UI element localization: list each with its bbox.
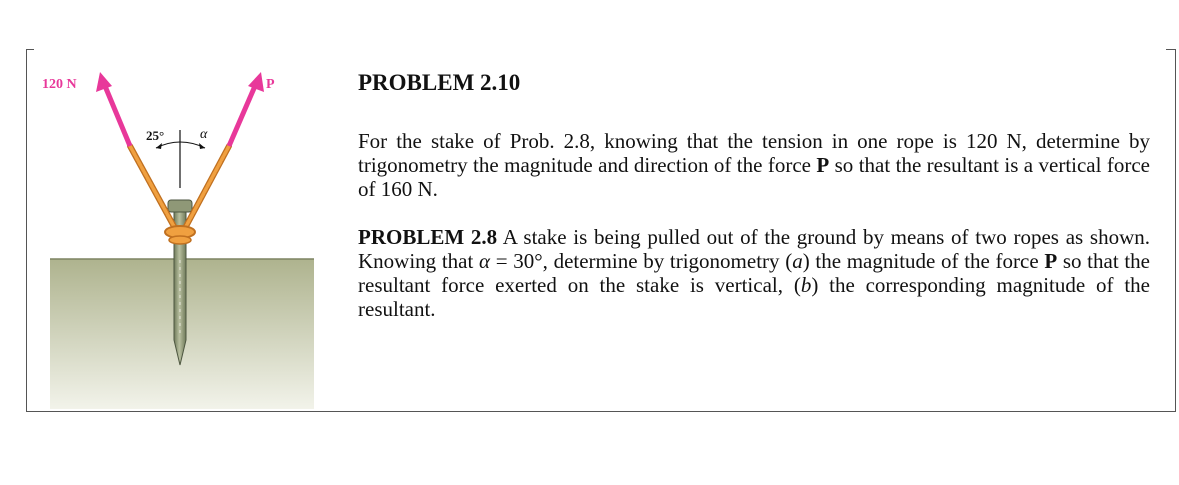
reference-problem-statement: PROBLEM 2.8 A stake is being pulled out of the ground by means of two ropes as shown. Knowing that α = 30°, determine by trigonometry (a) the magnitude of the force P so that the resultant force exerted on the stake is vertical, (b) the corresponding magnitude of the resultant.	[358, 225, 1151, 321]
rope-knot-lower	[169, 236, 191, 244]
stake-head	[168, 200, 192, 212]
left-force-arrow	[105, 86, 130, 146]
problem-title: PROBLEM 2.10	[358, 70, 521, 95]
left-rope-highlight	[130, 146, 177, 232]
right-rope-highlight	[183, 146, 229, 232]
right-angle-label: α	[200, 127, 208, 142]
left-angle-label: 25°	[146, 128, 165, 143]
right-force-label: P	[266, 77, 275, 92]
left-force-label: 120 N	[42, 77, 77, 92]
reference-problem-heading: PROBLEM 2.8	[358, 225, 498, 249]
stake-diagram	[30, 60, 330, 410]
left-force-arrowhead	[96, 72, 112, 92]
problem-statement: For the stake of Prob. 2.8, knowing that the tension in one rope is 120 N, determine by trigonometry the magnitude and direction of the force P so that the resultant is a vertical force of 160 N.	[358, 129, 1150, 201]
right-force-arrow	[229, 86, 255, 146]
left-angle-arrowhead	[156, 143, 162, 149]
right-angle-arrowhead	[199, 143, 205, 149]
right-force-arrowhead	[248, 72, 264, 92]
problem-text	[358, 60, 1150, 321]
stake-figure	[30, 60, 330, 410]
